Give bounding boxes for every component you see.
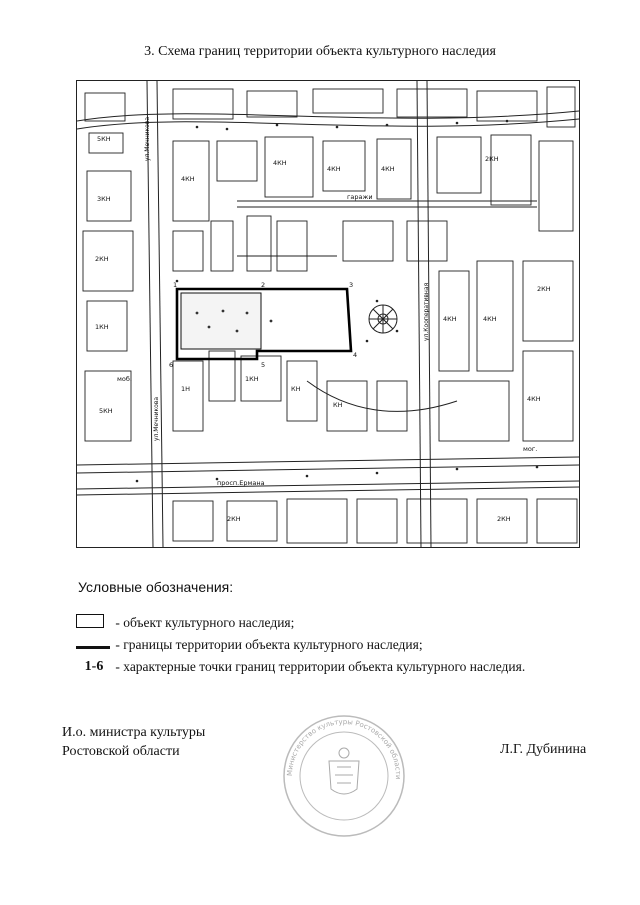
- building-label: 4КН: [443, 315, 457, 323]
- svg-text:Министерство культуры Ростовск: [286, 718, 402, 780]
- building-label: мог.: [523, 445, 538, 453]
- position-line: Ростовской области: [62, 744, 180, 759]
- street-label: ул.Мечникова: [153, 396, 160, 441]
- building-label: 1КН: [95, 323, 109, 331]
- street-label: просп.Ермана: [217, 479, 265, 487]
- building-label: 4КН: [527, 395, 541, 403]
- signatory-name: Л.Г. Дубинина: [500, 742, 587, 757]
- boundary-point-label: 1: [173, 281, 178, 289]
- signatory-position: [62, 723, 205, 761]
- buildings: [83, 87, 577, 543]
- building-label: КН: [333, 401, 343, 409]
- building-label: 2КН: [537, 285, 551, 293]
- building-label: 4КН: [327, 165, 341, 173]
- points-symbol: 1-6: [84, 659, 104, 674]
- boundary-map: [76, 80, 580, 548]
- legend-item-text: - объект культурного наследия;: [115, 615, 295, 630]
- legend-title: Условные обозначения:: [78, 579, 234, 595]
- building-label: 1Н: [181, 385, 191, 393]
- building-label: моб.: [117, 375, 132, 383]
- building-label: КН: [291, 385, 301, 393]
- boundary-point-label: 2: [261, 281, 266, 289]
- street-label: ул.Мечникова: [144, 116, 151, 161]
- legend-item-object: [76, 614, 294, 632]
- building-label: 5КН: [97, 135, 111, 143]
- building-label: гаражи: [347, 193, 373, 201]
- building-label: 3КН: [97, 195, 111, 203]
- legend-item-boundary: [76, 636, 423, 653]
- legend-item-text: - характерные точки границ территории объекта культурного наследия.: [115, 658, 526, 674]
- street-network: [77, 81, 579, 547]
- building-label: 2КН: [95, 255, 109, 263]
- park-roundabout: [369, 305, 397, 333]
- heritage-object-symbol: [76, 614, 104, 628]
- boundary-line-symbol: [76, 646, 110, 649]
- boundary-point-label: 5: [261, 361, 266, 369]
- page-title: 3. Схема границ территории объекта культурного наследия: [144, 44, 496, 59]
- heritage-object: [181, 293, 261, 349]
- building-label: 1КН: [245, 375, 259, 383]
- street-label: ул.Кооперативная: [423, 282, 430, 341]
- building-label: 4КН: [381, 165, 395, 173]
- building-label: 2КН: [485, 155, 499, 163]
- building-label: 2КН: [227, 515, 241, 523]
- building-label: 2КН: [497, 515, 511, 523]
- boundary-point-label: 3: [349, 281, 354, 289]
- building-label: 4КН: [483, 315, 497, 323]
- seal-text: Министерство культуры Ростовской области: [285, 717, 403, 780]
- building-label: 5КН: [99, 407, 113, 415]
- legend-item-text: - границы территории объекта культурного наследия;: [115, 636, 423, 652]
- official-seal: [279, 713, 409, 844]
- legend-item-points: [76, 658, 525, 675]
- building-label: 4КН: [181, 175, 195, 183]
- building-label: 4КН: [273, 159, 287, 167]
- emblem-icon: [329, 748, 359, 794]
- boundary-point-label: 6: [169, 361, 174, 369]
- boundary-point-label: 4: [353, 351, 358, 359]
- position-line: И.о. министра культуры: [62, 725, 206, 740]
